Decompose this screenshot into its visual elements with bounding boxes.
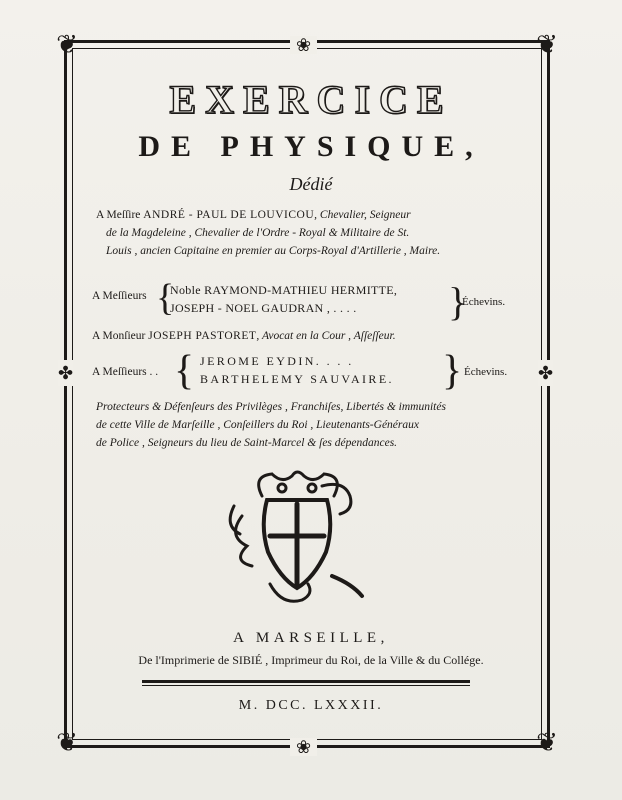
publication-date: M. DCC. LXXXII. <box>238 698 384 713</box>
names-list <box>200 352 394 388</box>
imprint-printer: De l'Imprimerie de SIBIÉ , Imprimeur du Roi, de la Ville & du Collége. <box>138 653 484 667</box>
dedication-line-2: de la Magdeleine , Chevalier de l'Ordre - Royal & Militaire de St. <box>106 227 410 239</box>
corner-flourish-icon: ❦ <box>56 728 78 757</box>
right-brace: } <box>442 348 463 394</box>
right-brace: } <box>448 279 468 324</box>
corner-flourish-icon: ❦ <box>536 30 558 59</box>
corner-flourish-icon: ❦ <box>56 30 78 59</box>
echevins-group-2 <box>92 348 532 394</box>
dedication-word: Dédié <box>289 174 333 194</box>
left-brace: { <box>174 348 195 394</box>
border-ornament-icon: ✤ <box>58 360 73 386</box>
protectors-line-2: de cette Ville de Marſeille , Conſeillers du Roi , Lieutenants-Généraux <box>96 419 419 431</box>
name-line: BARTHELEMY SAUVAIRE. <box>200 372 394 386</box>
corner-flourish-icon: ❦ <box>536 728 558 757</box>
coat-of-arms-icon <box>222 466 372 616</box>
dedication-line-1: A Meſſire ANDRÉ - PAUL DE LOUVICOU, Chevalier, Seigneur <box>96 209 411 221</box>
assessor-name: JOSEPH PASTORET <box>148 330 257 342</box>
name-line: JEROME EYDIN. . . . <box>200 354 354 368</box>
border-ornament-icon: ❀ <box>290 36 317 54</box>
echevins-group-1 <box>92 278 532 322</box>
border-ornament-icon: ❀ <box>290 738 317 756</box>
assessor-line: A Monſieur JOSEPH PASTORET, Avocat en la Cour , Aſſeſſeur. <box>92 330 396 342</box>
role-label: Échevins. <box>464 366 508 378</box>
subtitle: DE PHYSIQUE, <box>138 130 484 163</box>
dedication-paragraph <box>96 206 528 260</box>
name-line: JOSEPH - NOEL GAUDRAN , . . . . <box>170 301 357 315</box>
divider-rule <box>142 680 470 683</box>
divider-rule <box>142 685 470 686</box>
name-line: Noble RAYMOND-MATHIEU HERMITTE, <box>170 283 398 297</box>
protectors-line-3: de Police , Seigneurs du lieu de Saint-Marcel & ſes dépendances. <box>96 437 398 449</box>
dedication-line-3: Louis , ancien Capitaine en premier au Corps-Royal d'Artillerie , Maire. <box>106 245 441 257</box>
imprint-city: A MARSEILLE, <box>233 630 389 646</box>
protectors-paragraph <box>96 398 528 452</box>
protectors-line-1: Protecteurs & Défenſeurs des Privilèges , Franchiſes, Libertés & immunités <box>96 401 446 413</box>
left-brace: { <box>156 277 175 319</box>
group-lead: A Meſſieurs . . <box>92 366 159 378</box>
role-label: Échevins. <box>462 296 506 308</box>
main-title: EXERCICE <box>169 77 453 122</box>
group-lead: A Meſſieurs <box>92 290 147 302</box>
names-list <box>170 281 397 317</box>
border-ornament-icon: ✤ <box>538 360 553 386</box>
